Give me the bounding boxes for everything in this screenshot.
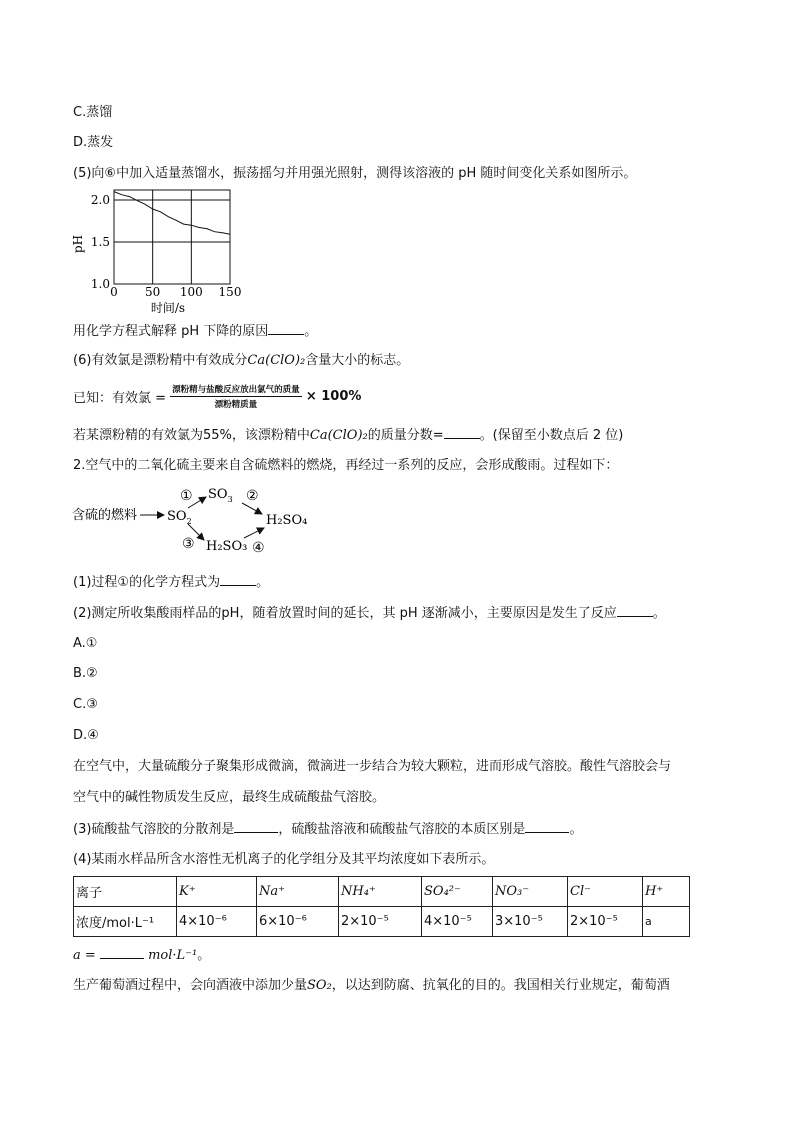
q5-answer-prefix: 用化学方程式解释 pH 下降的原因 xyxy=(73,324,269,339)
q6-formula: Ca(ClO)₂ xyxy=(247,353,306,368)
q2-option-a: A.① xyxy=(73,636,98,651)
question-6 xyxy=(73,354,409,367)
q6-text: (6)有效氯是漂粉精中有效成分 xyxy=(73,353,248,368)
fraction-numerator: 漂粉精与盐酸反应放出氯气的质量 xyxy=(172,385,300,395)
q2-part4: (4)某雨水样品所含水溶性无机离子的化学组分及其平均浓度如下表所示。 xyxy=(73,852,495,867)
last-paragraph xyxy=(73,979,670,992)
q6b-text-b: 的质量分数= xyxy=(367,428,444,443)
option-c: C.蒸馏 xyxy=(73,105,113,120)
step-2-circle: ② xyxy=(246,488,259,504)
q2-part1-suffix: 。 xyxy=(256,575,270,590)
table-cell: Na⁺ xyxy=(257,877,339,907)
last-formula: SO₂ xyxy=(307,978,332,993)
q6b-text-a: 若某漂粉精的有效氯为55%，该漂粉精中 xyxy=(73,428,310,443)
plot-frame xyxy=(114,190,230,284)
chart-ticks xyxy=(91,193,242,299)
table-cell: NO₃⁻ xyxy=(493,877,568,907)
fraction xyxy=(170,383,302,410)
y-axis-label: pH xyxy=(71,234,85,254)
ion-table xyxy=(73,876,690,937)
answer-blank xyxy=(525,822,569,833)
table-cell: 2×10⁻⁵ xyxy=(339,907,422,937)
table-cell: K⁺ xyxy=(177,877,257,907)
y-tick-label: 1.0 xyxy=(90,277,110,291)
so2-label: $SO_2$ xyxy=(167,509,192,526)
q6-tail: 含量大小的标志。 xyxy=(305,353,410,368)
last-text-b: ，以达到防腐、抗氧化的目的。我国相关行业规定，葡萄酒 xyxy=(331,978,670,993)
answer-blank xyxy=(617,606,653,617)
table-row xyxy=(74,907,690,937)
known-prefix: 已知：有效氯 = xyxy=(73,391,167,406)
q2-part2 xyxy=(73,606,666,620)
q2-part2-suffix: 。 xyxy=(652,606,666,621)
a-suffix: 。 xyxy=(197,948,211,963)
table-cell: 浓度/mol·L⁻¹ xyxy=(74,907,177,937)
answer-blank xyxy=(220,575,256,586)
reaction-diagram xyxy=(70,484,320,558)
fraction-denominator: 漂粉精质量 xyxy=(214,400,258,410)
q2-part1 xyxy=(73,575,269,589)
x-tick-label: 150 xyxy=(218,285,242,299)
q6b-line xyxy=(73,428,623,442)
q2-part3-a: (3)硫酸盐气溶胶的分散剂是 xyxy=(73,822,235,837)
question-2-intro: 2.空气中的二氧化硫主要来自含硫燃料的燃烧，再经过一系列的反应，会形成酸雨。过程如下： xyxy=(73,458,619,473)
ph-series-line xyxy=(114,192,230,235)
table-cell: 6×10⁻⁶ xyxy=(257,907,339,937)
x-axis-label: 时间/s xyxy=(150,301,186,315)
table-cell: NH₄⁺ xyxy=(339,877,422,907)
fuel-label: 含硫的燃料 xyxy=(72,508,138,523)
q2-part3-c: 。 xyxy=(569,822,583,837)
answer-blank xyxy=(234,822,278,833)
q2-option-b: B.② xyxy=(73,666,98,681)
step-3-circle: ③ xyxy=(182,536,195,552)
last-text-a: 生产葡萄酒过程中，会向酒液中添加少量 xyxy=(73,978,308,993)
effective-chlorine-formula xyxy=(73,383,361,410)
q5-answer-suffix: 。 xyxy=(304,324,318,339)
q2-part1-prefix: (1)过程①的化学方程式为 xyxy=(73,575,221,590)
q6b-formula: Ca(ClO)₂ xyxy=(309,428,368,443)
paragraph-line-1: 在空气中，大量硫酸分子聚集形成微滴，微滴进一步结合为较大颗粒，进而形成气溶胶。酸性气溶胶会与 xyxy=(73,759,672,774)
table-cell: H⁺ xyxy=(643,877,690,907)
table-cell: 2×10⁻⁵ xyxy=(568,907,643,937)
step-4-circle: ④ xyxy=(252,540,265,556)
y-tick-label: 1.5 xyxy=(90,235,110,249)
y-tick-label: 2.0 xyxy=(90,193,110,207)
answer-blank xyxy=(100,948,144,959)
h2so4-label: H₂SO₄ xyxy=(266,513,308,528)
q2-option-c: C.③ xyxy=(73,697,98,712)
q2-part2-prefix: (2)测定所收集酸雨样品的pH，随着放置时间的延长，其 pH 逐渐减小，主要原因是发生了反应 xyxy=(73,606,617,621)
table-cell: 4×10⁻⁵ xyxy=(422,907,493,937)
table-cell: 离子 xyxy=(74,877,177,907)
table-cell: 3×10⁻⁵ xyxy=(493,907,568,937)
answer-blank xyxy=(268,324,304,335)
q5-answer-line xyxy=(73,324,317,338)
ph-chart xyxy=(70,188,260,316)
chart-grid xyxy=(114,190,230,284)
table-cell: 4×10⁻⁶ xyxy=(177,907,257,937)
so3-label: $SO_3$ xyxy=(208,487,233,504)
x-tick-label: 0 xyxy=(110,285,118,299)
option-d: D.蒸发 xyxy=(73,135,114,150)
paragraph-line-2: 空气中的碱性物质发生反应，最终生成硫酸盐气溶胶。 xyxy=(73,790,386,805)
q2-part3 xyxy=(73,822,582,836)
table-cell: SO₄²⁻ xyxy=(422,877,493,907)
table-cell: Cl⁻ xyxy=(568,877,643,907)
a-answer-line xyxy=(73,948,210,962)
fraction-multiplier: × 100% xyxy=(305,389,362,404)
a-prefix: a = xyxy=(73,948,96,963)
q2-part3-b: ，硫酸盐溶液和硫酸盐气溶胶的本质区别是 xyxy=(278,822,526,837)
a-unit: mol·L⁻¹ xyxy=(148,948,198,963)
x-tick-label: 100 xyxy=(179,285,203,299)
table-cell: a xyxy=(643,907,690,937)
q2-option-d: D.④ xyxy=(73,728,99,743)
question-5: (5)向⑥中加入适量蒸馏水，振荡摇匀并用强光照射，测得该溶液的 pH 随时间变化关系如图所示。 xyxy=(73,166,637,181)
answer-blank xyxy=(444,428,480,439)
step-1-circle: ① xyxy=(180,488,193,504)
q6b-text-c: 。(保留至小数点后 2 位) xyxy=(479,428,624,443)
h2so3-label: H₂SO₃ xyxy=(206,539,248,554)
table-row xyxy=(74,877,690,907)
x-tick-label: 50 xyxy=(145,285,161,299)
